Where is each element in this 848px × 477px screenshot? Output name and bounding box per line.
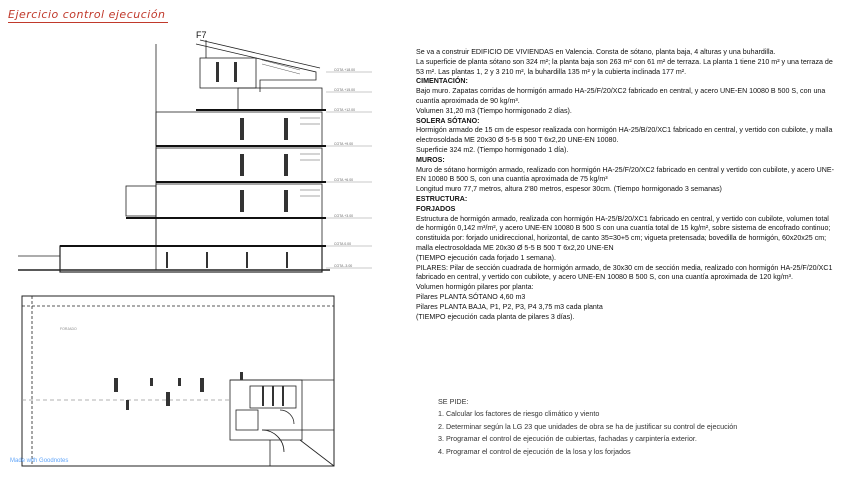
heading-solera: SOLERA SÓTANO:: [416, 116, 480, 125]
heading-forjados: FORJADOS: [416, 204, 456, 213]
level-label: COTA -3.00: [334, 264, 353, 268]
watermark: [10, 458, 68, 464]
paragraph-volumen-cimentacion: Volumen 31,20 m3 (Tiempo hormigonado 2 días).: [416, 106, 572, 115]
level-label: COTA 0.00: [334, 242, 352, 246]
heading-muros: MUROS:: [416, 155, 445, 164]
question-item: 3. Programar el control de ejecución de cubiertas, fachadas y carpintería exterior.: [438, 434, 697, 444]
paragraph-volumen-pilares: Volumen hormigón pilares por planta:: [416, 283, 534, 292]
level-label: COTA +15.00: [334, 88, 356, 92]
watermark-brand: Goodnotes: [39, 458, 69, 464]
paragraph-tiempo-pilares: (TIEMPO ejecución cada planta de pilares 3 días).: [416, 312, 575, 321]
watermark-prefix: Made with: [10, 458, 38, 464]
level-label: COTA +18.00: [334, 68, 356, 72]
paragraph-longitud-muro: Longitud muro 77,7 metros, altura 2'80 metros, espesor 30cm. (Tiempo hormigonado 3 semanas): [416, 185, 722, 194]
level-label: COTA +6.00: [334, 178, 354, 182]
question-item: 2. Determinar según la LG 23 que unidades de obra se ha de justificar su control de ejecución: [438, 421, 738, 431]
paragraph-cimentacion: Bajo muro. Zapatas corridas de hormigón armado HA-25/F/20/XC2 fabricado en central, y acero UNE-EN 10080 B 500 S, con una cuantía aproximada de 90 kg/m³.: [416, 87, 826, 105]
section-label: F7: [196, 30, 207, 40]
paragraph-pilares: PILARES: Pilar de sección cuadrada de hormigón armado, de 30x30 cm de sección media, realizado con hormigón HA-25/F/20/XC1 fabricado en central, y vertido con cubilote, y acero UNE-EN 10080 B 500 S, con una cuantía aproximada de 120 kg/m³.: [416, 263, 833, 282]
paragraph-solera: Hormigón armado de 15 cm de espesor realizada con hormigón HA-25/B/20/XC1 fabricado en central, y vertido con cubilote, y malla electrosoldada ME 20x30 Ø 5-5 B 500 T 6x2,20 UNE-EN 10080.: [416, 126, 833, 145]
paragraph-intro: Se va a construir EDIFICIO DE VIVIENDAS en Valencia. Consta de sótano, planta baja, 4 alturas y una buhardilla.: [416, 48, 776, 56]
paragraph-tiempo-forjado: (TIEMPO ejecución cada forjado 1 semana).: [416, 253, 556, 262]
paragraph-forjados: Estructura de hormigón armado, realizada con hormigón HA-25/B/20/XC1 fabricado en central, y vertido con cubilote, volumen total de hormigón 0,142 m³/m², y acero UNE-EN 10080 B 500 S con una cuantía total de 15 kg/m², sobre sistema de encofrado continuo; constituida por: forjado unidireccional, horizontal, de canto 35=30+5 cm; vigueta pretensada; bovedilla de hormigón, 60x20x25 cm; malla electrosoldada ME 20x30 Ø 5-5 B 500 T 6x2,20 UNE-EN: [416, 214, 831, 252]
question-item: 4. Programar el control de ejecución de la losa y los forjados: [438, 446, 631, 456]
project-description: [416, 48, 836, 322]
building-drawing: [0, 0, 412, 477]
heading-estructura: ESTRUCTURA:: [416, 194, 468, 203]
paragraph-pilares-sotano: Pilares PLANTA SÓTANO 4,60 m3: [416, 292, 526, 301]
level-label: COTA +12.00: [334, 108, 356, 112]
page-title: Ejercicio control ejecución: [8, 8, 166, 21]
plan-label: FORJADO: [60, 327, 77, 331]
paragraph-superficie-solera: Superficie 324 m2. (Tiempo hormigonado 1 día).: [416, 145, 569, 154]
paragraph-pilares-plantas: Pilares PLANTA BAJA, P1, P2, P3, P4 3,75 m3 cada planta: [416, 302, 603, 311]
questions-heading: SE PIDE:: [438, 397, 469, 406]
heading-cimentacion: CIMENTACIÓN:: [416, 77, 468, 86]
paragraph-muros: Muro de sótano hormigón armado, realizado con hormigón HA-25/F/20/XC2 fabricado en central y vertido con cubilote, y acero UNE-EN 10080 B 500 S, con una cuantía aproximada de 75 kg/m³: [416, 165, 834, 184]
paragraph-surfaces: La superficie de planta sótano son 324 m²; la planta baja son 263 m² con 61 m² de terraza. La planta 1 tiene 210 m² y una terraza de 53 m². Las plantas 1, 2 y 3 210 m², la buhardilla 135 m² y la cubierta inclinada 177 m².: [416, 57, 833, 76]
question-item: 1. Calcular los factores de riesgo climático y viento: [438, 409, 600, 419]
questions-list: [438, 396, 838, 458]
level-label: COTA +9.00: [334, 142, 354, 146]
level-label: COTA +3.00: [334, 214, 354, 218]
